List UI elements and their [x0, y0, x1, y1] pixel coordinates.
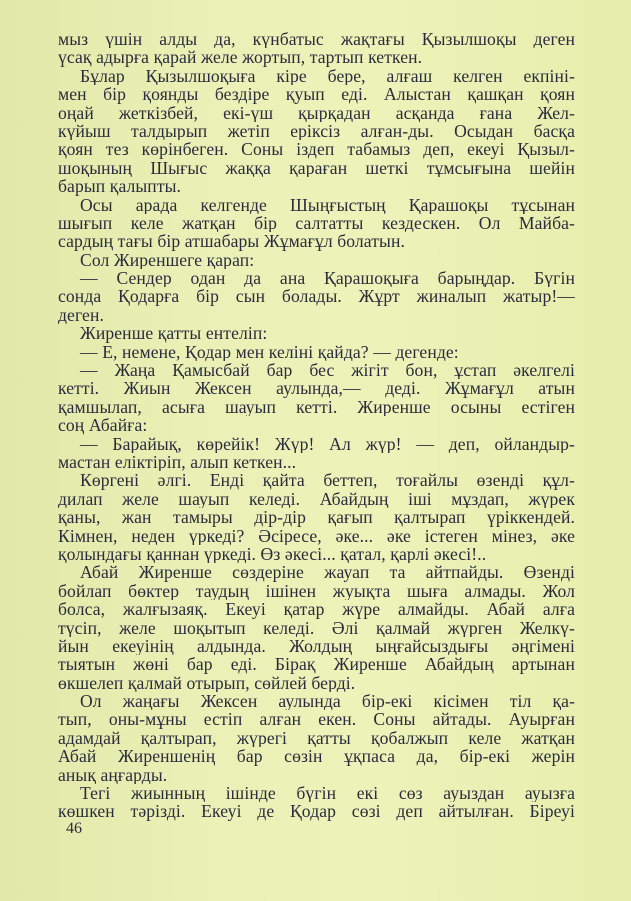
page-number: 46 [66, 820, 82, 837]
body-text [58, 30, 575, 821]
text-line: деген. [58, 305, 104, 325]
text-line: — Барайық, көрейік! Жүр! Ал жүр! — деп, ойландыр- [80, 434, 575, 453]
text-line: сонда Қодарға бір сын болады. Жұрт жиналып жатыр!— [58, 287, 575, 306]
text-line: Осы арада келгенде Шыңғыстың Қарашоқы тұсынан [80, 195, 575, 214]
text-line: шоқының Шығыс жаққа қараған шеткі тұмсығына шейін [58, 158, 575, 178]
text-line: қолындағы қаннан үркеді. Өз әкесі... қатал, қарлі әкесі!.. [58, 544, 487, 564]
text-line: оңай жеткізбей, екі-үш қырқадан асқанда ғана Жел- [58, 103, 575, 122]
text-line: Жиренше қатты ентеліп: [80, 324, 268, 343]
text-line: мыз үшін алды да, күнбатыс жақтағы Қызылшоқы деген [58, 30, 575, 49]
text-line: көшкен тәрізді. Екеуі де Қодар сөзі деп айтылған. Біреуі [58, 802, 575, 821]
text-line: Ол жаңағы Жексен аулында бір-екі кісімен тіл қа- [80, 692, 575, 711]
text-line: қамшылап, асыға шауып кетті. Жиренше осыны естіген [58, 397, 575, 417]
text-line: өкшелеп қалмай отырып, сөйлей берді. [58, 673, 356, 693]
text-line: күйыш талдырып жетіп еріксіз алған-ды. Осыдан басқа [58, 121, 575, 141]
text-line: — Сендер одан да ана Қарашоқыға барыңдар. Бүгін [80, 269, 575, 288]
text-line: болса, жалғызаяқ. Екеуі қатар жүре алмайды. Абай алға [58, 600, 575, 619]
text-line: — Жаңа Қамысбай бар бес жігіт бон, ұстап әкелгелі [80, 361, 575, 380]
text-line: сардың тағы бір атшабары Жұмағұл болатын. [58, 232, 405, 251]
text-line: түсіп, желе шоқытып келеді. Әлі қалмай жүрген Желкү- [58, 618, 575, 637]
text-line: мен бір қоянды бездіре қуып еді. Алыстан қашқан қоян [58, 85, 575, 104]
text-line: — Е, немене, Қодар мен келіні қайда? — дегенде: [80, 342, 459, 362]
text-line: йын екеуінің алдында. Жолдың ыңғайсыздығы әңгімені [58, 636, 575, 656]
text-line: қоян тез көрінбеген. Соны іздеп табамыз деп, екеуі Қызыл- [58, 140, 575, 159]
text-line: Тегі жиынның ішінде бүгін екі сөз ауыздан ауызға [80, 784, 575, 803]
text-line: бойлап бөктер таудың ішінен жуықта шыға алмады. Жол [58, 581, 575, 601]
text-line: Кімнен, неден үркеді? Әсіресе, әке... әке істеген мінез, әке [58, 526, 575, 545]
text-line: анық аңғарды. [58, 765, 168, 785]
text-line: Көргені әлгі. Енді қайта беттеп, тоғайлы өзенді құл- [80, 471, 575, 490]
text-line: Абай Жиренше сөздеріне жауап та айтпайды. Өзенді [80, 563, 575, 582]
text-line: адамдай қалтырап, жүрегі қатты қобалжып келе жатқан [58, 728, 575, 748]
text-line: шығып келе жатқан бір салтатты кездескен. Ол Майба- [58, 213, 575, 233]
text-line: Абай Жиреншенің бар сөзін ұқпаса да, бір-екі жерін [58, 747, 575, 766]
text-line: тыятын жөні бар еді. Бірақ Жиренше Абайдың артынан [58, 655, 575, 674]
text-line: барып қалыпты. [58, 177, 182, 196]
text-line: мастан еліктіріп, алып кеткен... [58, 452, 297, 472]
text-line: кетті. Жиын Жексен аулында,— деді. Жұмағұл атын [58, 379, 575, 398]
text-line: Сол Жиреншеге қарап: [80, 250, 255, 270]
text-line: үсақ адырға қарай желе жортып, тартып кеткен. [58, 48, 423, 67]
text-line: қаны, жан тамыры дір-дір қағып қалтырап үріккендей. [58, 508, 575, 527]
text-line: дилап желе шауып келеді. Абайдың іші мұздап, жүрек [58, 489, 575, 509]
text-line: тып, оны-мұны естіп алған екен. Соны айтады. Ауырған [58, 710, 575, 729]
text-line: Бұлар Қызылшоқыға кіре бере, алғаш келген екпіні- [80, 66, 575, 86]
text-line: соң Абайға: [58, 416, 148, 435]
